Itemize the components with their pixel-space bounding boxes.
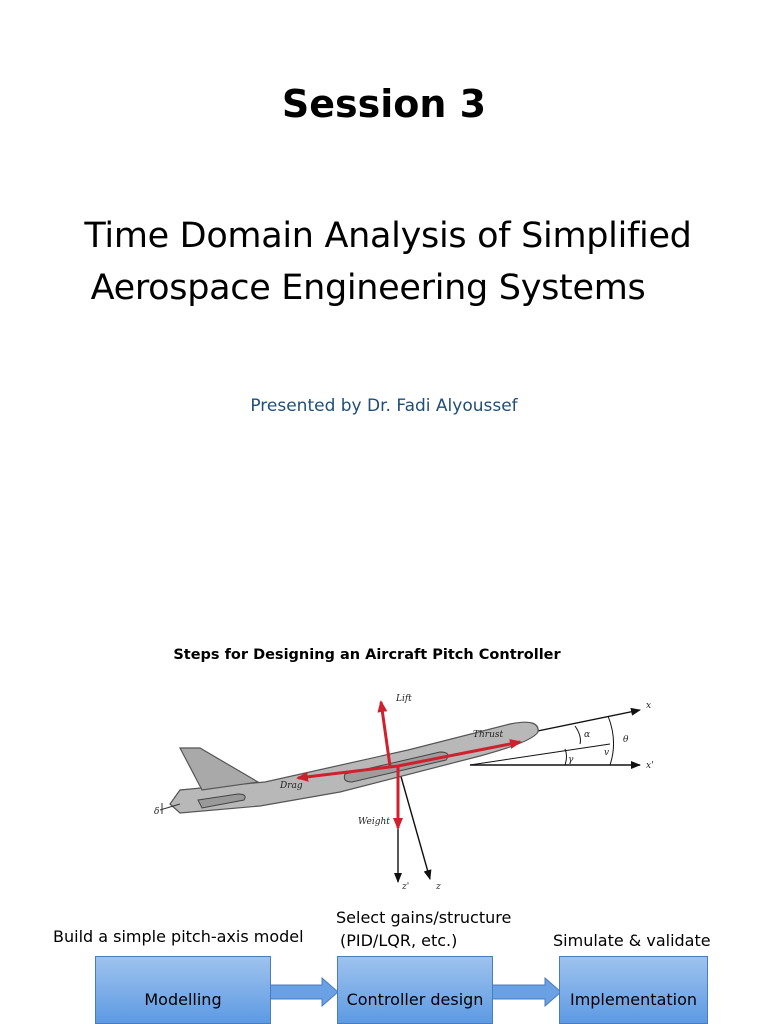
x-label: x [646,701,652,711]
angle-arc-alpha [575,726,580,744]
flow-arrow-2 [492,978,561,1006]
flow-arrow-1 [270,978,338,1006]
aircraft-pitch-diagram [140,686,670,896]
drag-label: Drag [280,781,303,791]
modelling-box [95,956,271,1024]
slide-title-line-1: Time Domain Analysis of Simplified [84,216,692,256]
z-prime-label: z' [402,882,410,892]
delta-label: δ [154,807,160,817]
step-label-modelling: Build a simple pitch-axis model [53,927,304,946]
presenter-credit: Presented by Dr. Fadi Alyoussef [250,396,518,416]
step-label-controller-line-2: (PID/LQR, etc.) [340,931,458,950]
gamma-label: γ [568,755,574,765]
controller-design-box-label: Controller design [346,989,484,1009]
figure-title: Steps for Designing an Aircraft Pitch Controller [173,647,561,663]
controller-design-box [337,956,493,1024]
z-label: z [436,882,441,892]
implementation-box [559,956,708,1024]
alpha-label: α [584,730,591,740]
modelling-box-label: Modelling [144,989,222,1009]
aircraft-tail-fin [180,748,258,790]
slide-title-line-2: Aerospace Engineering Systems [90,268,646,308]
x-prime-label: x' [646,761,654,771]
lift-label: Lift [396,694,412,704]
session-heading: Session 3 [281,82,487,126]
step-label-controller-line-1: Select gains/structure [336,908,512,927]
weight-label: Weight [358,817,390,827]
z-axis-line [398,766,430,879]
step-label-implementation: Simulate & validate [553,931,711,950]
thrust-label: Thrust [473,730,504,740]
angle-arc-gamma [565,749,567,765]
implementation-box-label: Implementation [569,989,698,1009]
theta-label: θ [623,735,629,745]
v-label: v [604,748,610,758]
